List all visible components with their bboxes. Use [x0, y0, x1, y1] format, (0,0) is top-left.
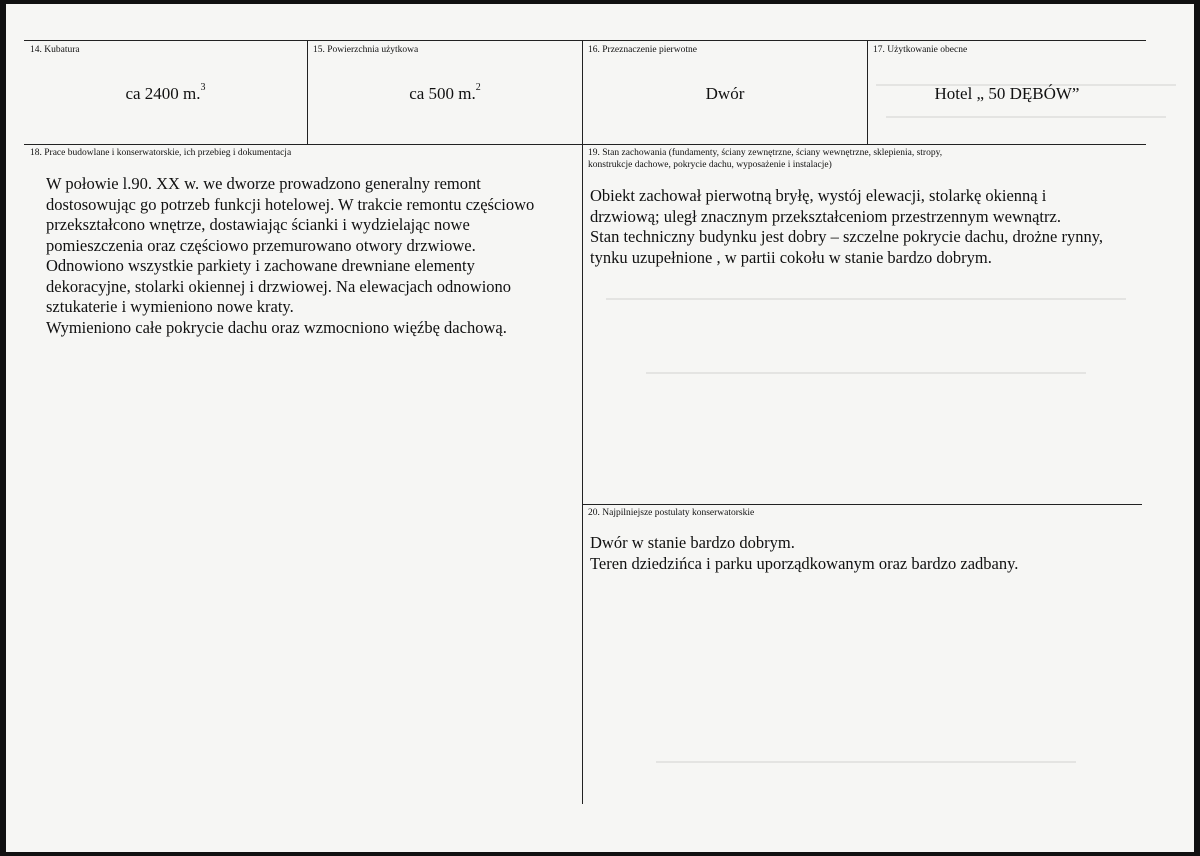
field-14-label: 14. Kubatura	[30, 45, 80, 55]
section-20-text	[590, 533, 1018, 574]
section-19-label-line: konstrukcje dachowe, pokrycie dachu, wyposażenie i instalacje)	[588, 160, 832, 170]
field-17-value: Hotel „ 50 DĘBÓW”	[934, 84, 1080, 103]
field-15-value: ca 500 m.$^2$	[409, 82, 481, 103]
section-20-label: 20. Najpilniejsze postulaty konserwatorskie	[588, 508, 755, 518]
field-16-label: 16. Przeznaczenie pierwotne	[588, 45, 697, 55]
text-line: Dwór w stanie bardzo dobrym.	[590, 533, 795, 552]
field-17-label: 17. Użytkowanie obecne	[873, 45, 968, 55]
field-16-value: Dwór	[705, 84, 745, 103]
text-line: W połowie l.90. XX w. we dworze prowadzono generalny remont	[46, 174, 481, 193]
text-line: drzwiową; uległ znacznym przekształceniom przestrzennym wewnątrz.	[590, 206, 1061, 226]
column-divider-center	[582, 40, 583, 804]
bleed-through-mark	[886, 116, 1166, 118]
section-18-text	[46, 174, 534, 338]
text-line: Obiekt zachował pierwotną bryłę, wystój elewacji, stolarkę okienną i	[590, 186, 1047, 205]
bleed-through-mark	[656, 761, 1076, 763]
text-line: sztukaterie i wymieniono nowe kraty.	[46, 297, 294, 316]
text-line: Wymieniono całe pokrycie dachu oraz wzmocniono więźbę dachową.	[46, 317, 507, 337]
text-line: przekształcono wnętrze, dostawiając ścianki i wydzielając nowe	[46, 215, 470, 234]
text-line: Teren dziedzińca i parku uporządkowanym oraz bardzo zadbany.	[590, 553, 1019, 573]
text-line: dostosowując go potrzeb funkcji hotelowej. W trakcie remontu częściowo	[46, 194, 535, 214]
bleed-through-mark	[646, 372, 1086, 374]
text-line: Stan techniczny budynku jest dobry – szczelne pokrycie dachu, drożne rynny,	[590, 227, 1104, 246]
section-18-label: 18. Prace budowlane i konserwatorskie, ich przebieg i dokumentacja	[30, 148, 292, 158]
field-14-value: ca 2400 m.$^3$	[125, 82, 206, 103]
section-19-label	[588, 147, 942, 171]
text-line: Odnowiono wszystkie parkiety i zachowane drewniane elementy	[46, 256, 475, 275]
section-20-divider	[582, 504, 1142, 505]
section-19-label-line: 19. Stan zachowania (fundamenty, ściany zewnętrzne, ściany wewnętrzne, sklepienia, stropy,	[588, 148, 943, 158]
top-border	[24, 40, 1146, 41]
form-sheet	[6, 4, 1194, 852]
text-line: tynku uzupełnione , w partii cokołu w stanie bardzo dobrym.	[590, 247, 992, 267]
field-15-label: 15. Powierzchnia użytkowa	[313, 45, 419, 55]
row-divider	[24, 144, 1146, 145]
text-line: pomieszczenia oraz częściowo przemurowano otwory drzwiowe.	[46, 235, 476, 255]
text-line: dekoracyjne, stolarki okiennej i drzwiowej. Na elewacjach odnowiono	[46, 276, 512, 296]
section-19-text	[590, 186, 1103, 268]
bleed-through-mark	[606, 298, 1126, 300]
